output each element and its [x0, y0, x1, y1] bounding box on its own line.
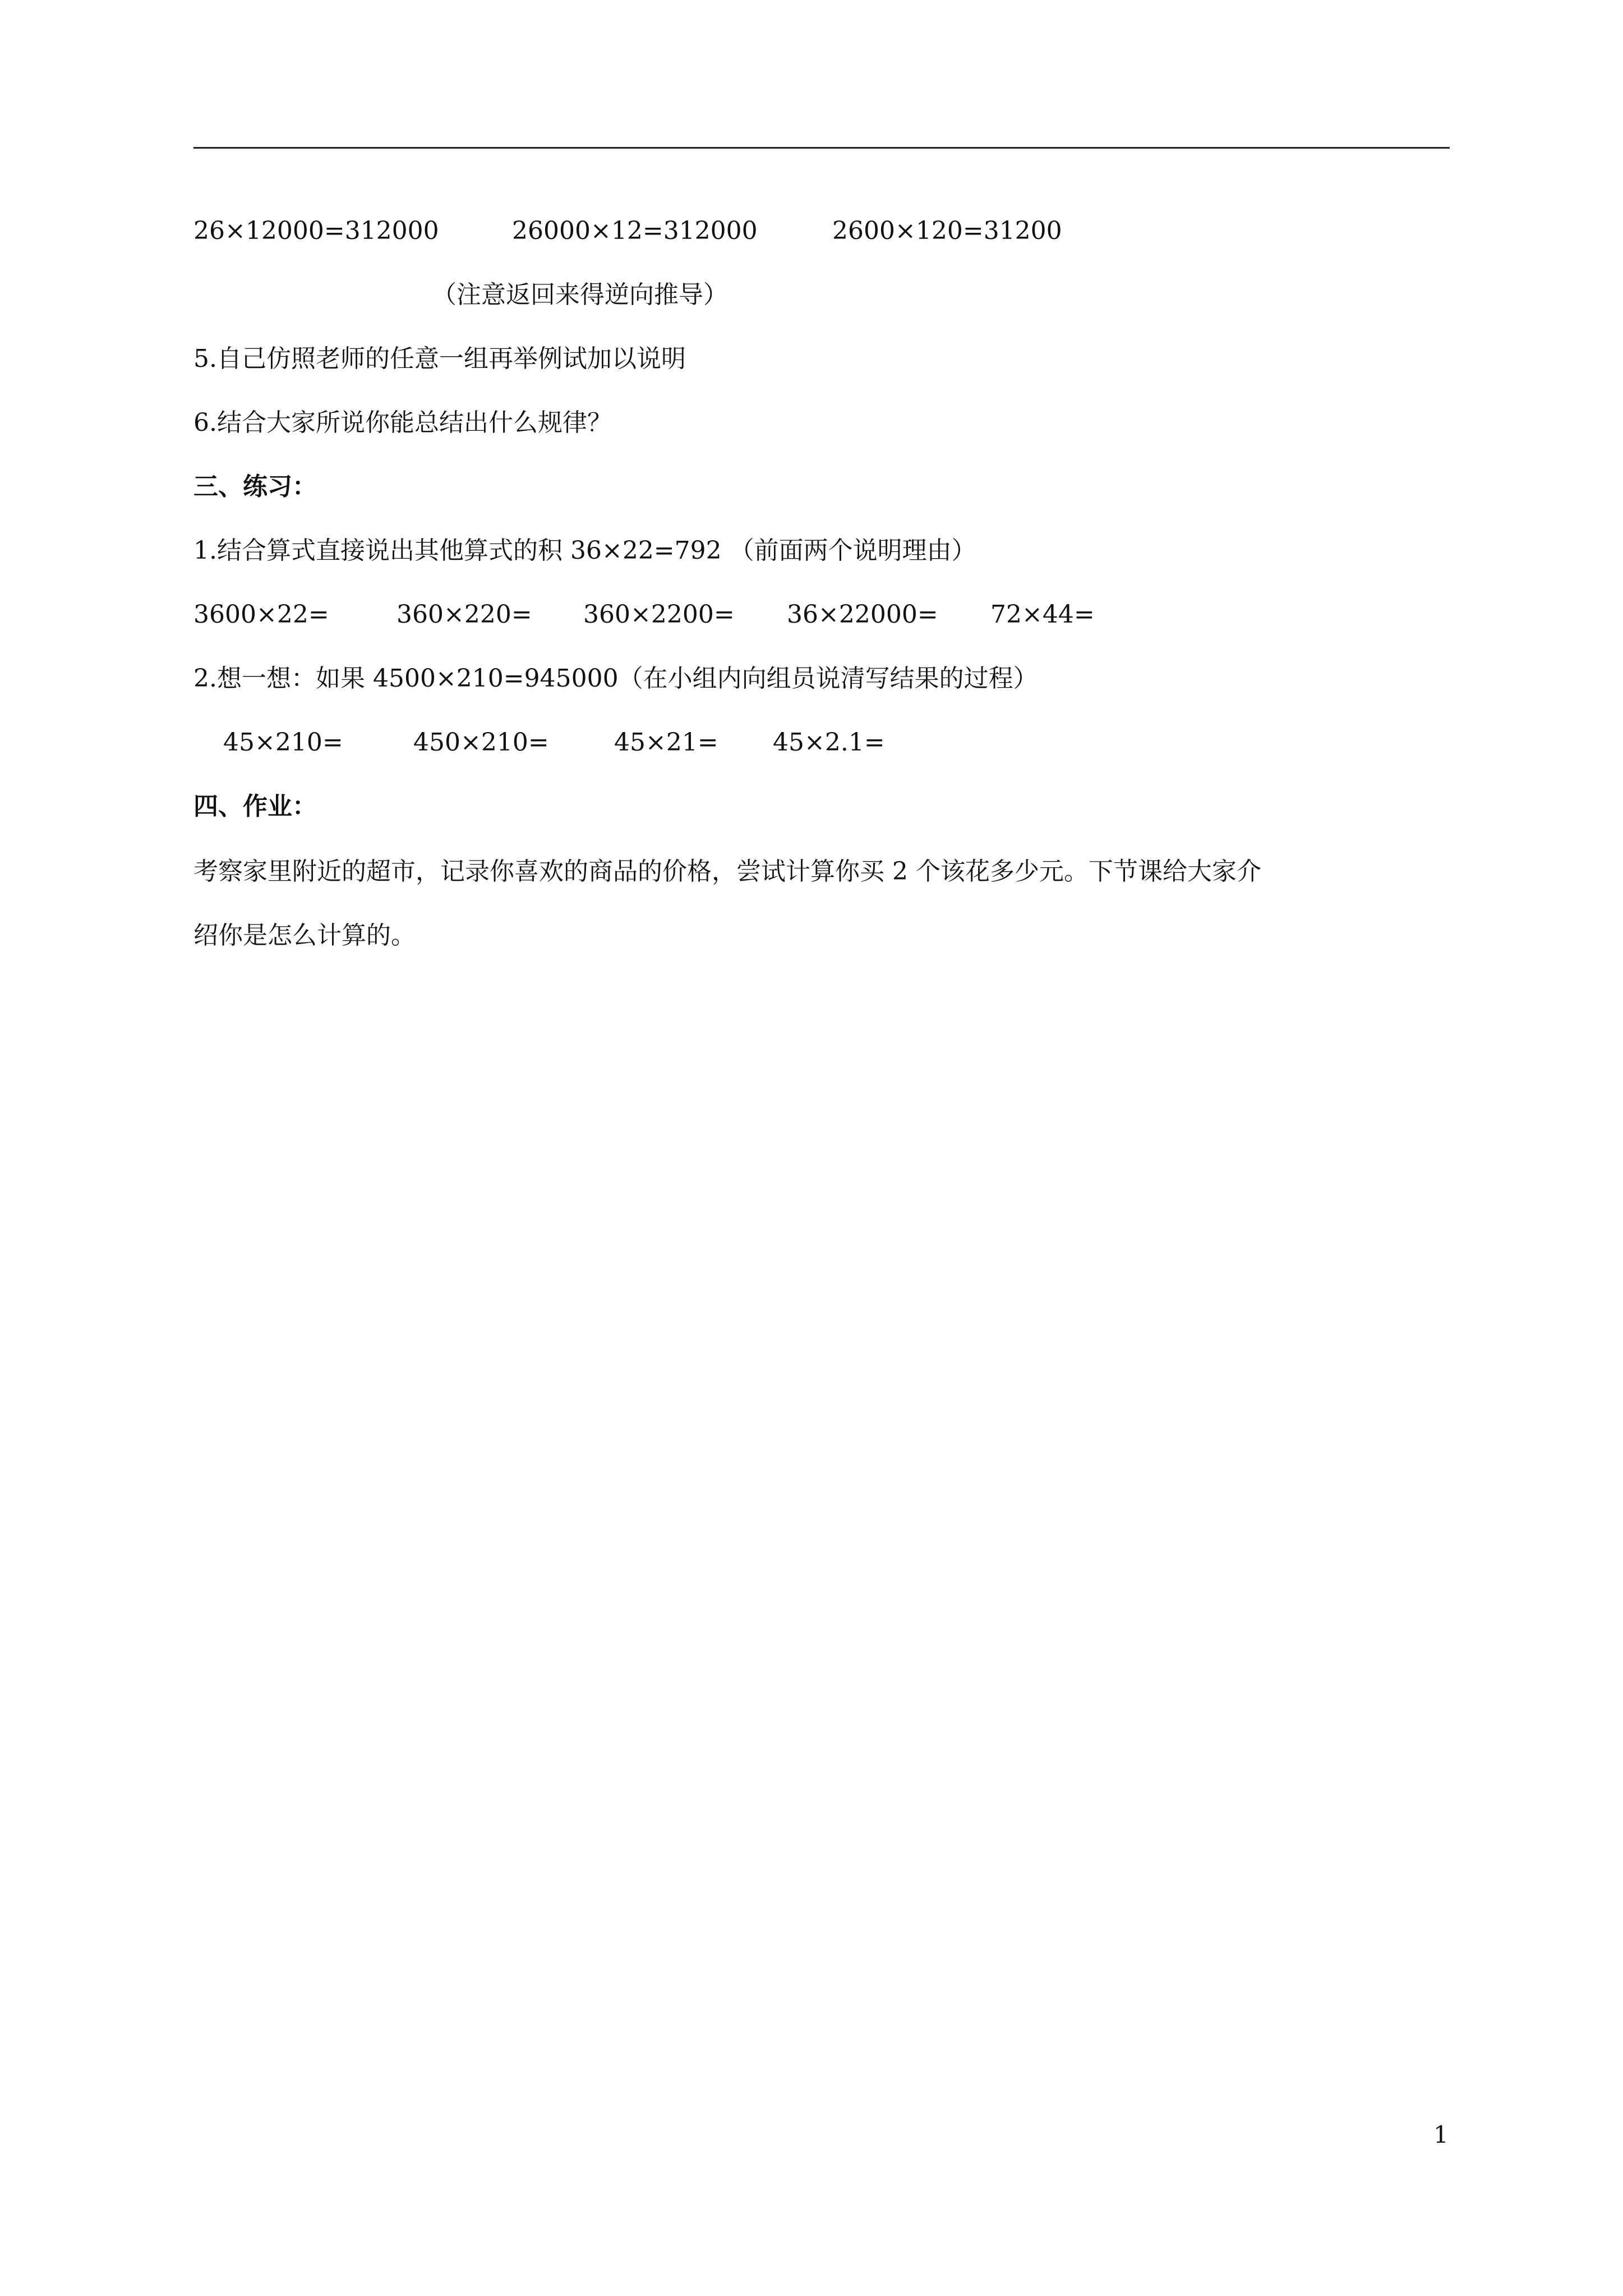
homework-text-line-1: 考察家里附近的超市，记录你喜欢的商品的价格，尝试计算你买 2 个该花多少元。下节课给大家介 — [193, 857, 1261, 886]
exercise-item: 3600×22= — [193, 600, 329, 629]
equations-row — [0, 214, 1623, 248]
item-5: 5.自己仿照老师的任意一组再举例试加以说明 — [193, 344, 686, 373]
item-6: 6.结合大家所说你能总结出什么规律？ — [193, 408, 612, 437]
practice-question-1: 1.结合算式直接说出其他算式的积 36×22=792 （前面两个说明理由） — [193, 536, 976, 565]
exercise-item: 72×44= — [990, 600, 1095, 629]
equation: 26×12000=312000 — [193, 217, 439, 245]
exercise-item: 36×22000= — [787, 600, 938, 629]
derivation-note: （注意返回来得逆向推导） — [432, 280, 728, 309]
exercise-item: 360×220= — [396, 600, 532, 629]
exercise-item: 45×2.1= — [773, 728, 885, 757]
practice-question-1-items — [0, 598, 1623, 632]
section-heading-practice: 三、练习： — [193, 472, 317, 501]
exercise-item: 360×2200= — [583, 600, 735, 629]
exercise-item: 45×210= — [223, 728, 343, 757]
header-rule — [193, 147, 1450, 149]
page-number: 1 — [1433, 2121, 1449, 2148]
practice-question-2-items — [0, 726, 1623, 760]
equation: 26000×12=312000 — [512, 217, 758, 245]
equation: 2600×120=31200 — [832, 217, 1062, 245]
section-heading-homework: 四、作业： — [193, 792, 317, 821]
note-row — [0, 278, 1623, 312]
exercise-item: 450×210= — [413, 728, 549, 757]
practice-question-2: 2.想一想：如果 4500×210=945000（在小组内向组员说清写结果的过程） — [193, 664, 1038, 693]
homework-text-line-2: 绍你是怎么计算的。 — [193, 921, 416, 950]
exercise-item: 45×21= — [614, 728, 718, 757]
